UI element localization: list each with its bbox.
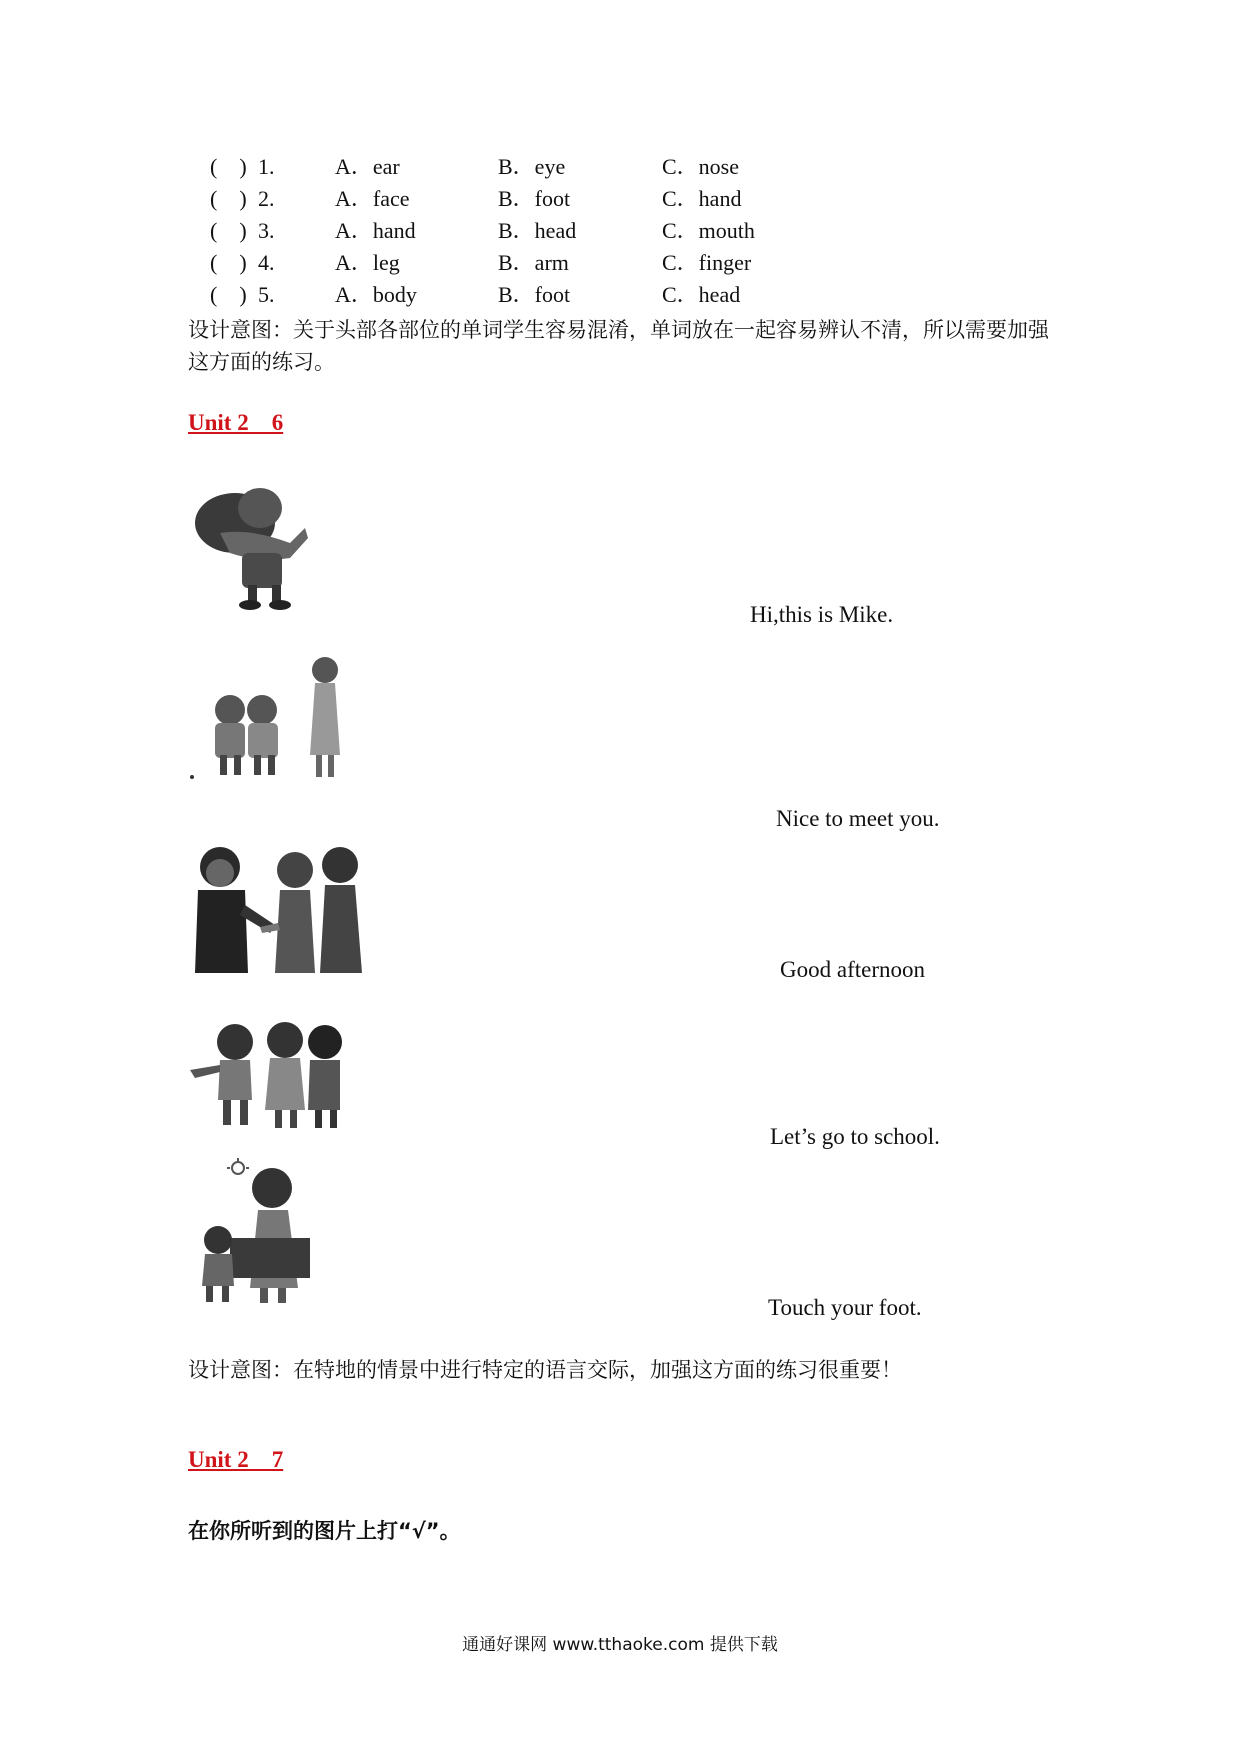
quiz-row-3: [210, 216, 810, 246]
question-number: 1.: [258, 154, 275, 179]
option-a: A．leg: [335, 250, 400, 275]
option-c: C．finger: [662, 250, 752, 275]
caption: Touch your foot.: [768, 1295, 922, 1320]
option-c: C．head: [662, 282, 741, 307]
question-number: 3.: [258, 218, 275, 243]
section-heading: Unit 2 7: [188, 1447, 284, 1472]
answer-blank: ( ): [210, 218, 247, 243]
answer-blank: ( ): [210, 250, 247, 275]
two-boys-and-teacher-picture: [190, 655, 350, 785]
answer-blank: ( ): [210, 186, 247, 211]
quiz-row-5: [210, 280, 810, 310]
question-number: 5.: [258, 282, 275, 307]
section-heading: Unit 2 6: [188, 410, 284, 435]
quiz-row-4: [210, 248, 810, 278]
option-b: B．eye: [498, 154, 566, 179]
boy-bowing-picture: [190, 483, 325, 613]
option-c: C．mouth: [662, 218, 755, 243]
option-b: B．foot: [498, 186, 571, 211]
option-c: C．hand: [662, 186, 742, 211]
option-c: C．nose: [662, 154, 740, 179]
boy-and-woman-picture: [190, 1158, 315, 1308]
handshake-picture: [190, 845, 365, 975]
caption: Hi,this is Mike.: [750, 602, 894, 627]
caption: Let’s go to school.: [770, 1124, 940, 1149]
question-number: 4.: [258, 250, 275, 275]
caption: Nice to meet you.: [776, 806, 940, 831]
question-number: 2.: [258, 186, 275, 211]
option-a: A．ear: [335, 154, 400, 179]
page-footer: 通通好课网 www.tthaoke.com 提供下载: [462, 1635, 778, 1655]
option-b: B．arm: [498, 250, 569, 275]
option-a: A．body: [335, 282, 417, 307]
option-b: B．foot: [498, 282, 571, 307]
option-a: A．face: [335, 186, 410, 211]
option-b: B．head: [498, 218, 577, 243]
quiz-row-1: [210, 152, 810, 182]
option-a: A．hand: [335, 218, 416, 243]
design-note: 设计意图：关于头部各部位的单词学生容易混淆，单词放在一起容易辨认不清，所以需要加强这方面的练习。: [188, 318, 1049, 374]
instruction-text: 在你所听到的图片上打“√”。: [188, 1519, 461, 1543]
design-note: 设计意图：在特地的情景中进行特定的语言交际，加强这方面的练习很重要！: [188, 1358, 902, 1382]
quiz-row-2: [210, 184, 810, 214]
answer-blank: ( ): [210, 154, 247, 179]
caption: Good afternoon: [780, 957, 925, 982]
answer-blank: ( ): [210, 282, 247, 307]
three-kids-walking-picture: [190, 1020, 350, 1135]
